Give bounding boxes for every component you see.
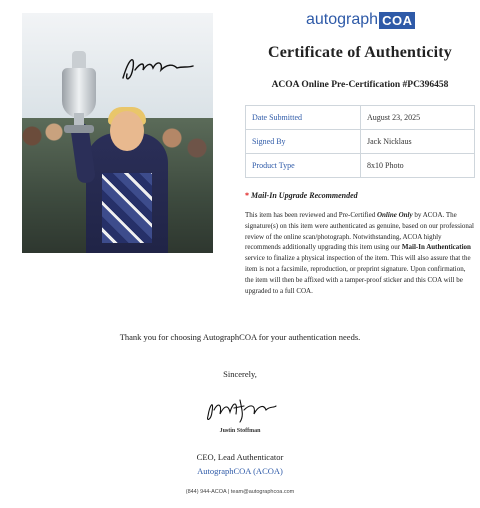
detail-value: August 23, 2025 [361, 106, 475, 130]
detail-label: Product Type [246, 154, 361, 178]
thank-you-note: Thank you for choosing AutographCOA for your authentication needs. [119, 332, 361, 342]
detail-label: Date Submitted [246, 106, 361, 130]
brand-logo-text: autograph [306, 11, 379, 28]
body-emphasis: Mail-In Authentication [401, 243, 471, 252]
detail-value: Jack Nicklaus [361, 130, 475, 154]
photo-autograph [117, 48, 197, 88]
signer-name: Justin Stoffman [219, 428, 261, 434]
detail-label: Signed By [246, 130, 361, 154]
body-emphasis: Online Only [376, 211, 413, 219]
table-row [246, 154, 475, 178]
signed-photo [22, 13, 213, 253]
photo-trophy-cup [62, 68, 96, 118]
photo-golfer-head [110, 111, 144, 151]
detail-value: 8x10 Photo [361, 154, 475, 178]
upgrade-heading [245, 191, 358, 200]
certificate-number: ACOA Online Pre-Certification #PC396458 [271, 80, 449, 90]
company-link[interactable]: AutographCOA (ACOA) [197, 466, 283, 476]
table-row [246, 106, 475, 130]
details-table [245, 105, 475, 178]
photo-golfer-sweater [102, 173, 152, 243]
certificate-body [245, 210, 475, 296]
asterisk-icon: * [245, 191, 249, 200]
signer-role: CEO, Lead Authenticator [196, 452, 284, 462]
body-text-part: service to finalize a physical inspection of the item. This will also assure that the item is not a facsimile, reproduction, or preprint signature. Upon confirmation, the item will then be affixed with a tamper-proof sticker and this COA will be upgraded to a full COA. [245, 254, 471, 295]
table-row [246, 130, 475, 154]
brand-logo [306, 10, 415, 30]
closing: Sincerely, [223, 369, 257, 379]
certificate-title: Certificate of Authenticity [267, 44, 452, 61]
body-text-part: This item has been reviewed and Pre-Certified [245, 211, 377, 219]
body-text-part: by ACOA. The signature(s) on this item were authenticated as genuine, based on our professional review of the online scan/photograph. Notwithstanding, ACOA highly recommends additionally upgrading this item using our [245, 211, 474, 252]
upgrade-recommended: Recommended [309, 191, 358, 200]
contact-info: (844) 944-ACOA | team@autographcoa.com [185, 489, 295, 495]
upgrade-label: Mail-In Upgrade [251, 191, 308, 200]
brand-logo-badge: COA [379, 12, 415, 29]
photo-trophy-base [64, 125, 94, 133]
authenticator-signature [200, 392, 280, 426]
